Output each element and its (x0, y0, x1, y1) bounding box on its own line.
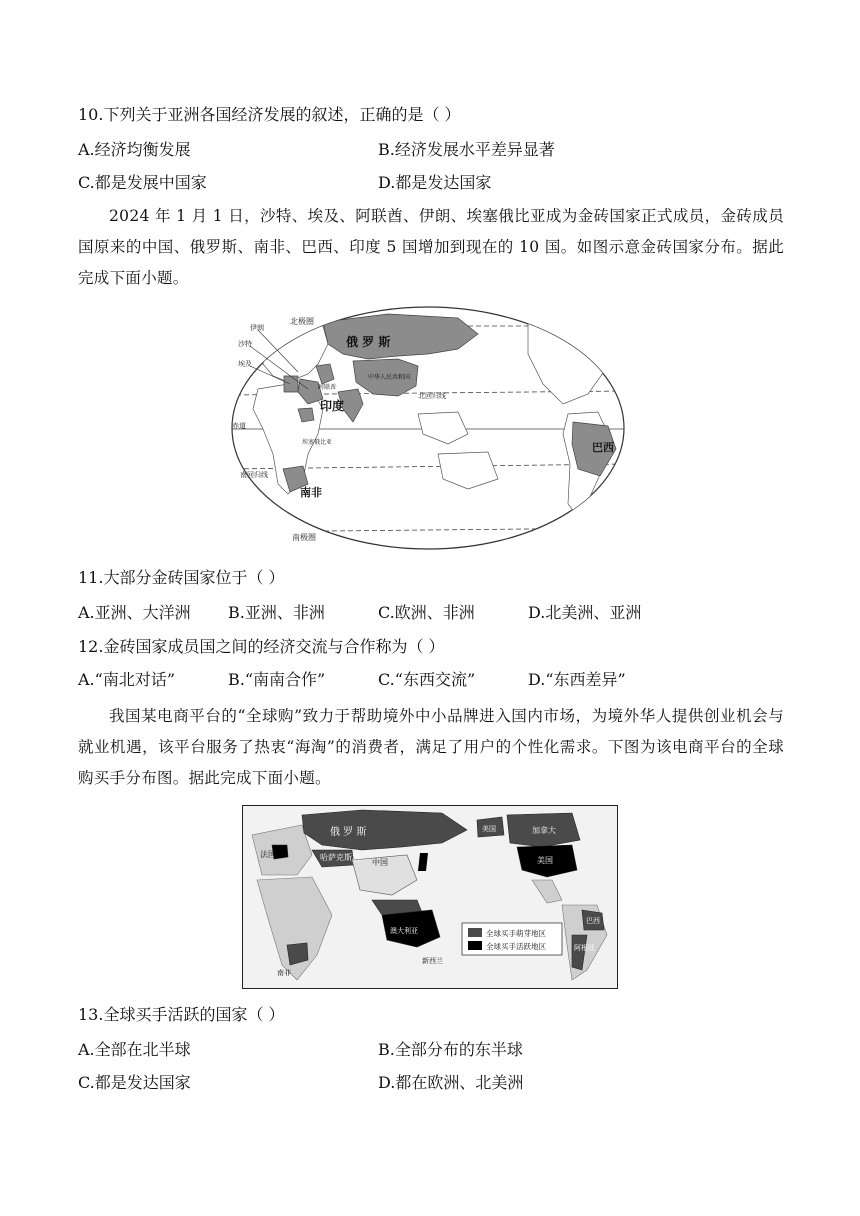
q13-stem: 13.全球买手活跃的国家（ ） (78, 1005, 285, 1024)
q11-option-b[interactable]: B.亚洲、非洲 (228, 603, 325, 622)
legend-swatch-sprout (468, 928, 482, 937)
legend-swatch-active (468, 941, 482, 950)
label-china: 中国 (372, 858, 388, 867)
label-saudi: 沙特 (238, 340, 252, 348)
q10-stem: 10.下列关于亚洲各国经济发展的叙述，正确的是（ ） (78, 105, 461, 124)
q12-option-a[interactable]: A.“南北对话” (78, 670, 176, 689)
passage-global-buy: 我国某电商平台的“全球购”致力于帮助境外中小品牌进入国内市场，为境外华人提供创业机会与就业机遇，该平台服务了热衷“海淘”的消费者，满足了用户的个性化需求。下图为该电商平台的全球购买手分布图。据此完成下面小题。 (78, 707, 784, 787)
global-buyer-map (242, 805, 618, 989)
label-south-africa: 南非 (300, 486, 322, 499)
label-russia: 俄 罗 斯 (330, 827, 367, 838)
label-kazakhstan: 哈萨克斯坦 (320, 853, 360, 862)
q11-option-a[interactable]: A.亚洲、大洋洲 (78, 603, 191, 622)
label-brazil: 巴西 (586, 917, 600, 925)
label-new-zealand: 新西兰 (422, 957, 443, 965)
label-tropic-capricorn: 南回归线 (240, 471, 268, 479)
q13-option-d[interactable]: D.都在欧洲、北美洲 (378, 1073, 524, 1092)
q10-option-b[interactable]: B.经济发展水平差异显著 (378, 140, 555, 159)
egypt-shape (284, 376, 298, 392)
label-australia: 澳大利亚 (390, 927, 418, 935)
brics-world-map (228, 304, 628, 552)
q13-option-c[interactable]: C.都是发达国家 (78, 1073, 191, 1092)
q10-option-d[interactable]: D.都是发达国家 (378, 173, 492, 192)
q11-option-c[interactable]: C.欧洲、非洲 (378, 603, 475, 622)
q12-option-b[interactable]: B.“南南合作” (228, 670, 326, 689)
q10-option-c[interactable]: C.都是发展中国家 (78, 173, 207, 192)
label-canada: 加拿大 (532, 826, 556, 835)
label-arctic: 北极圈 (290, 317, 314, 326)
q12-stem: 12.金砖国家成员国之间的经济交流与合作称为（ ） (78, 637, 445, 656)
label-iran: 伊朗 (250, 324, 264, 332)
label-usa-alaska: 美国 (482, 825, 496, 833)
q13-option-b[interactable]: B.全部分布的东半球 (378, 1040, 523, 1059)
q11-option-d[interactable]: D.北美洲、亚洲 (528, 603, 642, 622)
label-egypt: 埃及 (238, 360, 252, 368)
label-tropic-cancer: 北回归线 (418, 392, 446, 400)
label-brazil: 巴西 (592, 441, 614, 454)
legend-label-active: 全球买手活跃地区 (486, 942, 546, 951)
label-ethiopia: 埃塞俄比亚 (302, 439, 333, 446)
q12-option-d[interactable]: D.“东西差异” (528, 670, 626, 689)
q11-stem: 11.大部分金砖国家位于（ ） (78, 568, 285, 587)
q10-option-a[interactable]: A.经济均衡发展 (78, 140, 191, 159)
q13-option-a[interactable]: A.全部在北半球 (78, 1040, 191, 1059)
q12-option-c[interactable]: C.“东西交流” (378, 670, 476, 689)
passage-brics: 2024 年 1 月 1 日，沙特、埃及、阿联酋、伊朗、埃塞俄比亚成为金砖国家正式成员，金砖成员国原来的中国、俄罗斯、南非、巴西、印度 5 国增加到现在的 10 国。如图示意金砖国家分布。据此完成下面小题。 (78, 207, 784, 287)
label-russia: 俄 罗 斯 (346, 335, 391, 349)
map2-legend (462, 923, 562, 955)
label-china: 中华人民共和国 (368, 374, 411, 381)
label-france: 法国 (260, 850, 276, 859)
label-uae: 阿联酋 (318, 384, 337, 391)
label-equator: 赤道 (232, 422, 246, 430)
label-antarctic: 南极圈 (292, 533, 316, 542)
label-argentina: 阿根廷 (574, 944, 595, 952)
label-usa: 美国 (537, 856, 553, 865)
legend-label-sprout: 全球买手萌芽地区 (486, 929, 546, 938)
label-south-africa: 南非 (277, 969, 291, 977)
label-india: 印度 (320, 399, 345, 413)
